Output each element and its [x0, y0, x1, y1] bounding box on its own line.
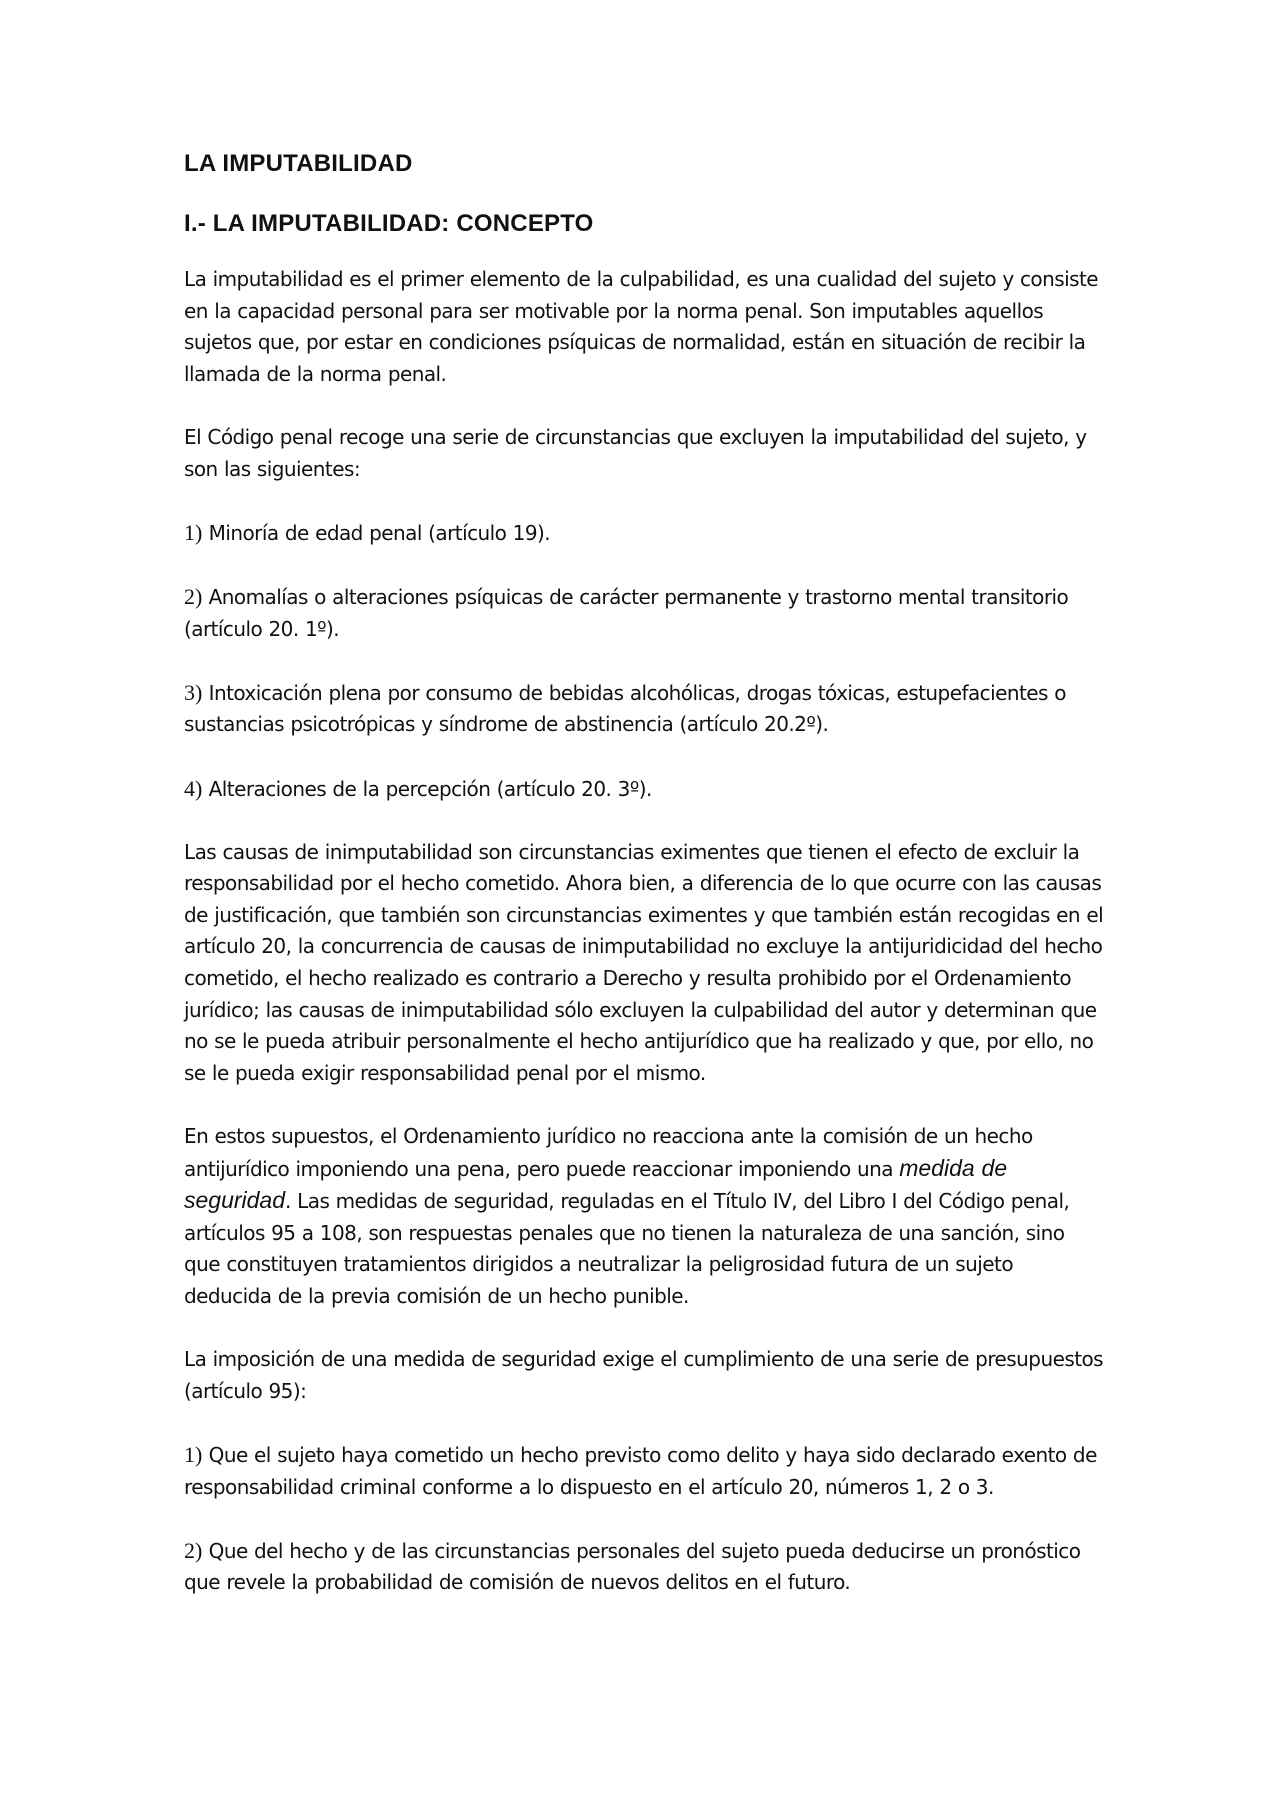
- list-item-number: 1): [184, 519, 203, 545]
- list-item: [184, 1535, 1106, 1599]
- list-item-number: 2): [184, 583, 203, 609]
- list-item: [184, 581, 1106, 645]
- paragraph-inimputability-causes: Las causas de inimputabilidad son circunstancias eximentes que tienen el efecto de excluir la responsabilidad por el hecho cometido. Ahora bien, a diferencia de lo que ocurre con las causas de justificación, que también son circunstancias eximentes y que también están recogidas en el artículo 20, la concurrencia de causas de inimputabilidad no excluye la antijuridicidad del hecho cometido, el hecho realizado es contrario a Derecho y resulta prohibido por el Ordenamiento jurídico; las causas de inimputabilidad sólo excluyen la culpabilidad del autor y determinan que no se le pueda atribuir personalmente el hecho antijurídico que ha realizado y que, por ello, no se le pueda exigir responsabilidad penal por el mismo.: [184, 839, 1104, 1085]
- list-item-text: Anomalías o alteraciones psíquicas de carácter permanente y trastorno mental transitorio (artículo 20. 1º).: [184, 584, 1069, 641]
- list-item-text: Que del hecho y de las circunstancias personales del sujeto pueda deducirse un pronóstico que revele la probabilidad de comisión de nuevos delitos en el futuro.: [184, 1538, 1081, 1595]
- list-item-number: 4): [184, 775, 203, 801]
- paragraph-definition: La imputabilidad es el primer elemento de la culpabilidad, es una cualidad del sujeto y consiste en la capacidad personal para ser motivable por la norma penal. Son imputables aquellos sujetos que, por estar en condiciones psíquicas de normalidad, están en situación de recibir la llamada de la norma penal.: [184, 267, 1099, 386]
- list-item-number: 3): [184, 679, 203, 705]
- paragraph-text: En estos supuestos, el Ordenamiento jurídico no reacciona ante la comisión de un hecho antijurídico imponiendo una pena, pero puede reaccionar imponiendo una: [184, 1124, 1033, 1181]
- list-item-text: Alteraciones de la percepción (artículo 20. 3º).: [208, 776, 652, 801]
- emphasis-text: medida de seguridad: [184, 1154, 1008, 1214]
- list-item-text: Que el sujeto haya cometido un hecho previsto como delito y haya sido declarado exento de responsabilidad criminal conforme a lo dispuesto en el artículo 20, números 1, 2 o 3.: [184, 1442, 1097, 1499]
- paragraph-security-measures: [184, 1121, 1106, 1313]
- paragraph-requirements-intro: La imposición de una medida de seguridad exige el cumplimiento de una serie de presupuestos (artículo 95):: [184, 1347, 1104, 1403]
- paragraph-circumstances-intro: El Código penal recoge una serie de circunstancias que excluyen la imputabilidad del sujeto, y son las siguientes:: [184, 424, 1087, 481]
- list-item-number: 1): [184, 1441, 203, 1467]
- document-title: LA IMPUTABILIDAD: [184, 150, 413, 177]
- list-item-number: 2): [184, 1537, 203, 1563]
- paragraph-text: . Las medidas de seguridad, reguladas en el Título IV, del Libro I del Código penal, artículos 95 a 108, son respuestas penales que no tienen la naturaleza de una sanción, sino que constituyen tratamientos dirigidos a neutralizar la peligrosidad futura de un sujeto deducida de la previa comisión de un hecho punible.: [184, 1189, 1070, 1308]
- list-item-text: Minoría de edad penal (artículo 19).: [208, 520, 551, 545]
- section-title: I.- LA IMPUTABILIDAD: CONCEPTO: [184, 210, 594, 237]
- list-item: [184, 517, 1106, 550]
- list-item-text: Intoxicación plena por consumo de bebidas alcohólicas, drogas tóxicas, estupefacientes o sustancias psicotrópicas y síndrome de abstinencia (artículo 20.2º).: [184, 680, 1066, 737]
- list-item: [184, 773, 1106, 806]
- document-page: [184, 150, 1106, 1631]
- list-item: [184, 677, 1106, 741]
- list-item: [184, 1439, 1106, 1503]
